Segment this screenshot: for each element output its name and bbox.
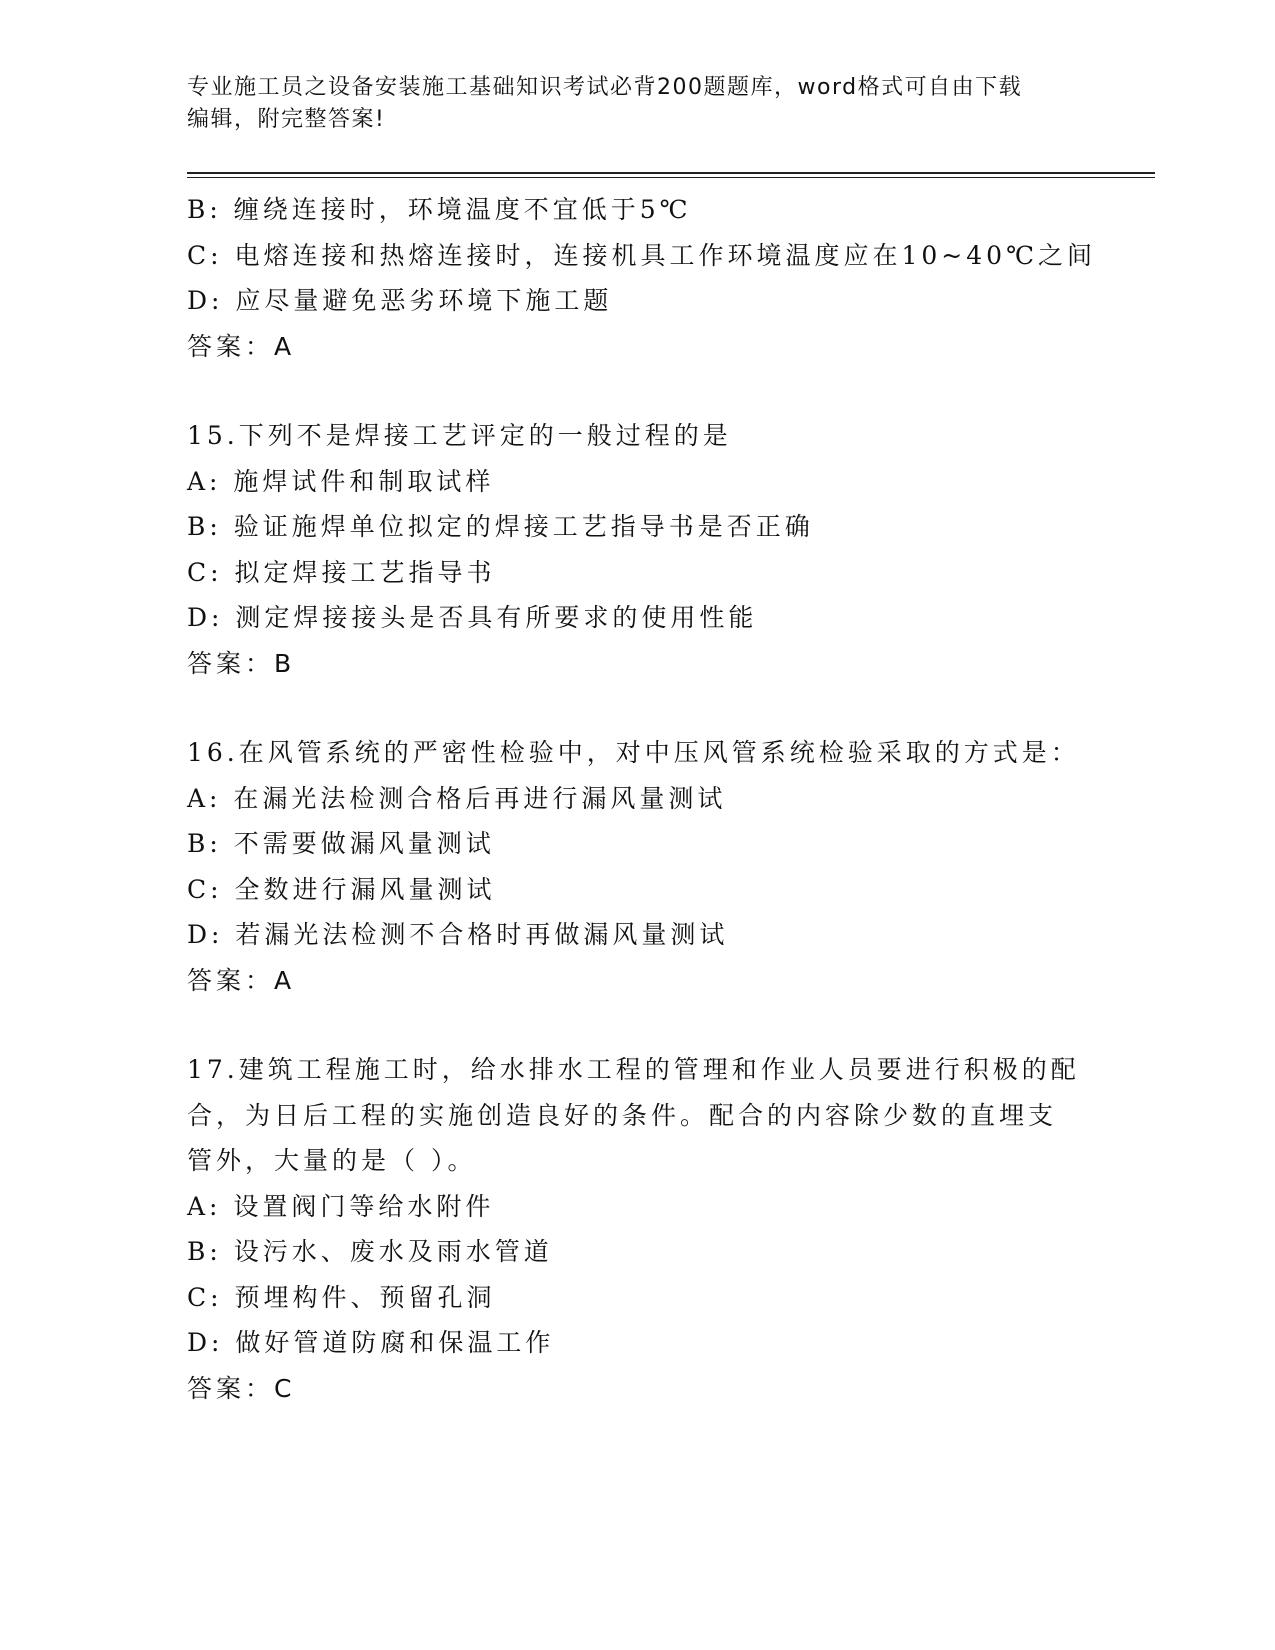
question-list <box>187 187 1097 1411</box>
header-rule-top <box>187 172 1155 174</box>
question-16-block <box>187 730 1087 1003</box>
question-stem-line-1: 17.建筑工程施工时，给水排水工程的管理和作业人员要进行积极的配 <box>187 1055 1080 1084</box>
question-stem: 16.在风管系统的严密性检验中，对中压风管系统检验采取的方式是： <box>187 738 1080 767</box>
option-d: D: 测定焊接接头是否具有所要求的使用性能 <box>187 603 758 632</box>
header-line-1: 专业施工员之设备安装施工基础知识考试必背200题题库，word格式可自由下载 <box>187 75 1023 100</box>
header-line-2: 编辑，附完整答案! <box>187 107 386 132</box>
option-d: D: 若漏光法检测不合格时再做漏风量测试 <box>187 920 729 949</box>
option-a: A: 施焊试件和制取试样 <box>187 466 495 496</box>
option-c: C: 预埋构件、预留孔洞 <box>187 1282 496 1312</box>
option-c: C: 电熔连接和热熔连接时，连接机具工作环境温度应在10~40℃之间 <box>187 240 1097 270</box>
option-a: A: 设置阀门等给水附件 <box>187 1191 495 1221</box>
document-header <box>187 72 1067 136</box>
question-15-block <box>187 413 1087 686</box>
question-17-block <box>187 1047 1087 1411</box>
option-c: C: 拟定焊接工艺指导书 <box>187 557 496 587</box>
answer-line: 答案：B <box>187 648 296 678</box>
answer-line: 答案：C <box>187 1373 296 1403</box>
option-d: D: 做好管道防腐和保温工作 <box>187 1328 555 1357</box>
option-b: B: 设污水、废水及雨水管道 <box>187 1237 553 1266</box>
header-rule-bottom <box>187 177 1155 178</box>
option-b: B: 不需要做漏风量测试 <box>187 829 495 858</box>
answer-line: 答案：A <box>187 331 296 361</box>
question-stem-line-3: 管外，大量的是（ ）。 <box>187 1146 477 1175</box>
question-stem: 15.下列不是焊接工艺评定的一般过程的是 <box>187 421 732 450</box>
option-c: C: 全数进行漏风量测试 <box>187 874 496 904</box>
option-b: B: 验证施焊单位拟定的焊接工艺指导书是否正确 <box>187 512 814 541</box>
question-14-block <box>187 187 1097 369</box>
option-d: D: 应尽量避免恶劣环境下施工题 <box>187 286 613 315</box>
answer-line: 答案：A <box>187 965 296 995</box>
option-a: A: 在漏光法检测合格后再进行漏风量测试 <box>187 783 727 813</box>
question-stem-line-2: 合，为日后工程的实施创造良好的条件。配合的内容除少数的直埋支 <box>187 1100 1058 1130</box>
option-b: B: 缠绕连接时，环境温度不宜低于5℃ <box>187 195 692 224</box>
